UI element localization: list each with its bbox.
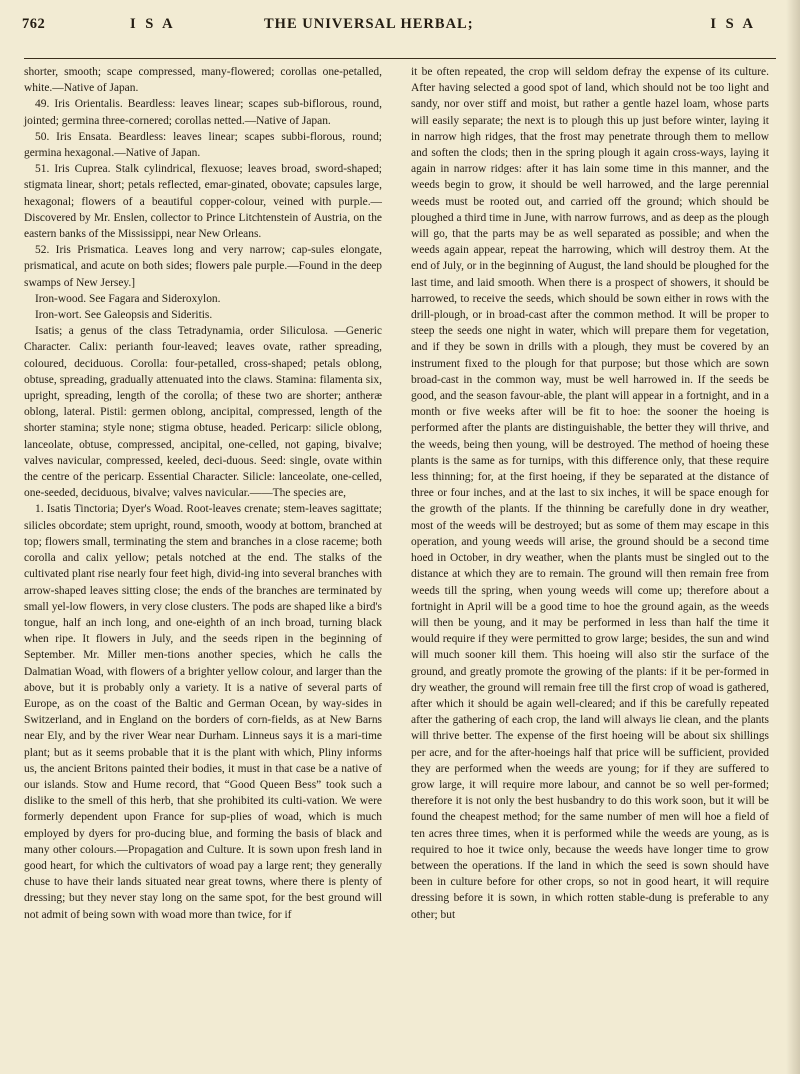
cross-reference: Iron-wort. See Galeopsis and Sideritis.: [35, 309, 213, 322]
book-title: THE UNIVERSAL HERBAL;: [264, 16, 474, 32]
right-column: [411, 64, 769, 923]
cross-reference: Iron-wood. See Fagara and Sideroxylon.: [35, 292, 221, 305]
paragraph: Isatis; a genus of the class Tetradynamia, order Siliculosa. —Generic Character. Calix: perianth four-leaved; leaves ovate, rather spreading, coloured, deciduous. Corolla: four-petalled, cross-shaped; petals oblong, obtuse, spreading, gradually attenuated into the claws. Stamina: filamenta six, upright, spreading, length of the corolla; of these two are shorter; antheræ oblong, lateral. Pistil: germen oblong, ancipital, compressed, length of the shorter stamina; style none; stigma obtuse, headed. Pericarp: silicle oblong, lanceolate, obtuse, compressed, ancipital, one-celled, not gaping, bivalve; valves navicular, compressed, keeled, deci-duous. Seed: single, ovate within the centre of the pericarp. Essential Character. Silicle: lanceolate, one-celled, one-seeded, deciduous, bivalve; valves navicular.——The species are,: [24, 325, 382, 500]
paragraph: 50. Iris Ensata. Beardless: leaves linear; scapes subbi-florous, round; germina hexagonal.—Native of Japan.: [24, 130, 382, 160]
right-running-head: I S A: [710, 16, 756, 32]
running-header: [22, 10, 778, 34]
paragraph: 52. Iris Prismatica. Leaves long and very narrow; cap-sules elongate, prismatical, and acute on both sides; flowers pale purple.—Found in the deep swamps of New Jersey.]: [24, 244, 382, 289]
paragraph: 1. Isatis Tinctoria; Dyer's Woad. Root-leaves crenate; stem-leaves sagittate; silicles obcordate; stem upright, round, smooth, woody at bottom, branched at top; flowers small, terminating the stem and branches in a close raceme; both corolla and calix yellow; petals notched at the end. The stalks of the cultivated plant rise nearly four feet high, divid-ing into several branches with arrow-shaped leaves sitting close; the ends of the branches are terminated by small yel-low flowers, in very close clusters. The pods are shaped like a bird's tongue, half an inch long, and one-eighth of an inch broad, turning black when ripe. It flowers in July, and the seeds ripen in the beginning of September. Mr. Miller men-tions another species, which he calls the Dalmatian Woad, with flowers of a brighter yellow colour, and larger than the above, but it is probably only a variety. It is a native of several parts of Europe, as on the coast of the Baltic and German Ocean, by way-sides in Switzerland, and in England on the borders of corn-fields, as at New Barns near Ely, and by the river Wear near Durham. Linneus says it is a mari-time plant; but as it seems probable that it is the plant with which, Pliny informs us, the ancient Britons painted their bodies, it must in that case be a native of our islands. Stow and Hume record, that “Good Queen Bess” took such a dislike to the smell of this herb, that she prohibited its culti-vation. We were formerly dependent upon France for sup-plies of woad, which is much employed by dyers for pro-ducing blue, and forming the basis of black and many other colours.—Propagation and Culture. It is sown upon fresh land in good heart, for which the cultivators of woad pay a large rent; they generally chuse to have their lands situated near great towns, where there is plenty of dressing; but they never stay long on the same spot, for the best ground will not admit of being sown with woad more than twice, for if: [24, 503, 382, 921]
left-column: [24, 64, 382, 923]
page-edge-shadow: [786, 0, 800, 1074]
paragraph: shorter, smooth; scape compressed, many-flowered; corollas one-petalled, white.—Native of Japan.: [24, 66, 382, 95]
paragraph: it be often repeated, the crop will seldom defray the expense of its culture. After having selected a good spot of land, which should not be too light and sandy, nor over stiff and moist, but rather a gentle hazel loam, whose parts will easily separate; the next is to plough this up just before winter, laying it in narrow high ridges, that the frost may penetrate through them to mellow and soften the clods; then in the spring plough it again cross-ways, laying it again in narrow ridges: after it has lain some time in this manner, and the weeds begin to grow, it should be well harrowed, and the large perennial weeds must be rooted out, and carried off the ground; which should be ploughed a third time in June, with narrow furrows, and as deep as the plough will go, that the parts may be as well separated as possible; and when the weeds again appear, repeat the harrowing, which will destroy them. At the end of July, or in the beginning of August, the land should be ploughed for the last time, and laid smooth. When there is a prospect of showers, it should be harrowed, to receive the seeds, which should be sown either in rows with the drill-plough, or in broad-cast after the common method. It will be proper to steep the seeds one night in water, which will prepare them for vegetation, and if they be sown in drills with a plough, they must be covered by an instrument fixed to the plough for that purpose; but those which are sown broad-cast in the common way, must be well harrowed in. If the seeds be good, and the season favour-able, the plant will appear in a fortnight, and in a month or five weeks after will be fit to hoe: the sooner the hoeing is performed after the plants are distinguishable, the better they will thrive, and the weeds, being then young, will be destroyed. The method of hoeing these plants is the same as for turnips, with this difference only, that these require less thinning; for, at the first hoeing, if they be separated at the distance of three or four inches, and at the last to six inches, it will be space enough for the growth of the plants. If the thinning be carefully done in dry weather, most of the weeds will be destroyed; but as some of them may escape in this operation, and young weeds will arise, the ground should be a second time hoed in October, in dry weather, when the plants must be singled out to the distance at which they are to remain. The ground will then remain free from weeds till the spring, when young weeds will come up; therefore about a fortnight in April will be a good time to hoe the ground again, as the weeds will then be young, and it may be performed in less than half the time it would require if they were permitted to grow large; besides, the sun and wind will much sooner kill them. This hoeing will also stir the surface of the ground, and greatly promote the growing of the plants: if it be per-formed in dry weather, the ground will remain free till the first crop of woad is gathered, after which it should be again well-cleared; and if this be carefully repeated after the gathering of each crop, the land will always lie clean, and the plants will thrive better. The expense of the first hoeing will be about six shillings per acre, and for the after-hoeings half that price will be sufficient, provided they are performed when the weeds are young; for if they are suffered to grow large, it will require more labour, and cannot be so well per-formed; therefore it is not only the best husbandry to do this work soon, but it will be found the cheapest method; for the same number of men will hoe a field of ten acres three times, when it is performed while the weeds are young, as is required to hoe it twice only, because the weeds have longer time to grow between the operations. If the land in which the seed is sown should have been in culture before for other crops, so not in good heart, it will require dressing before it is sown, in which rotten stable-dung is preferable to any other; but: [411, 66, 769, 921]
page-number: 762: [22, 16, 46, 32]
paragraph: 49. Iris Orientalis. Beardless: leaves linear; scapes sub-biflorous, round, jointed; germina three-cornered; corollas netted.—Native of Japan.: [24, 98, 382, 127]
paragraph: 51. Iris Cuprea. Stalk cylindrical, flexuose; leaves broad, sword-shaped; stigmata linear, short; petals reflected, emar-ginated, obovate; capsules large, hexagonal; flowers of a beautiful copper-colour, veined with purple.—Discovered by Mr. Enslen, collector to Prince Litchtenstein of Austria, on the eastern banks of the Mississippi, near New Orleans.: [24, 163, 382, 241]
left-running-head: I S A: [130, 16, 176, 32]
header-rule: [24, 58, 776, 59]
